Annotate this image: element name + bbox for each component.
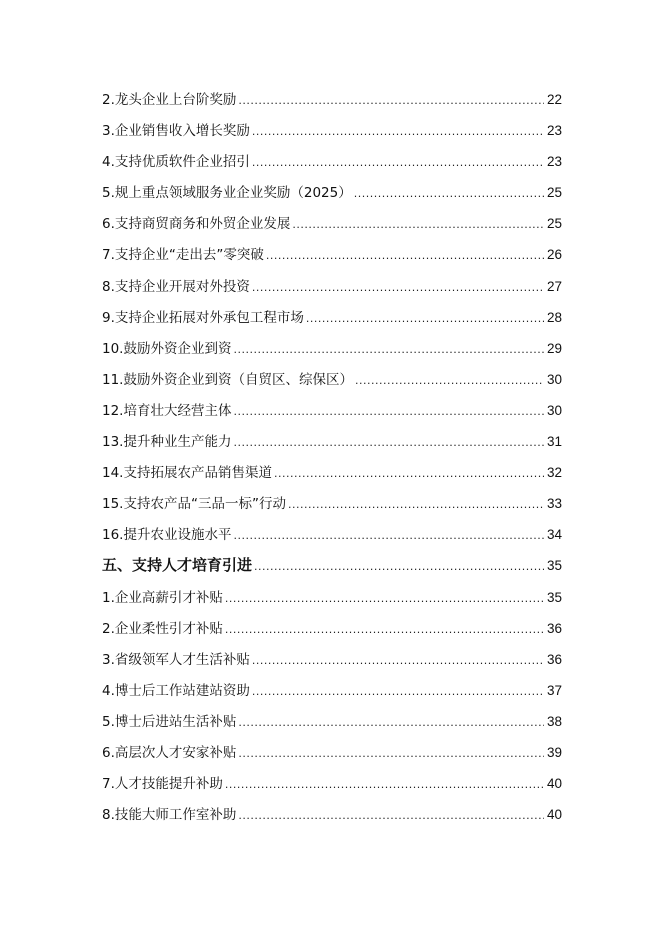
toc-entry-title: 8.技能大师工作室补助 [102, 807, 237, 824]
toc-dot-leader [252, 676, 544, 707]
toc-entry[interactable] [102, 457, 562, 488]
toc-entry[interactable] [102, 271, 562, 302]
toc-page-number: 35 [546, 558, 562, 574]
toc-section-title: 五、支持人才培育引进 [102, 556, 253, 575]
toc-entry-title: 5.博士后进站生活补贴 [102, 713, 237, 730]
toc-entry[interactable] [102, 675, 562, 706]
toc-page-number: 40 [546, 807, 562, 823]
toc-entry[interactable] [102, 799, 562, 830]
toc-entry-title: 6.高层次人才安家补贴 [102, 744, 237, 761]
toc-page-number: 32 [546, 465, 562, 481]
toc-dot-leader [238, 738, 544, 769]
toc-entry[interactable] [102, 239, 562, 270]
toc-page-number: 30 [546, 371, 562, 387]
table-of-contents [102, 84, 562, 830]
toc-entry[interactable] [102, 488, 562, 519]
toc-page-number: 38 [546, 713, 562, 729]
toc-dot-leader [238, 707, 544, 738]
toc-dot-leader [233, 427, 544, 458]
toc-entry-title: 7.支持企业“走出去”零突破 [102, 247, 264, 264]
toc-entry-title: 2.企业柔性引才补贴 [102, 620, 223, 637]
toc-entry[interactable] [102, 208, 562, 239]
toc-dot-leader [254, 551, 544, 582]
toc-entry-title: 3.企业销售收入增长奖励 [102, 123, 250, 140]
toc-section-heading[interactable] [102, 550, 562, 581]
toc-entry[interactable] [102, 582, 562, 613]
toc-entry-title: 12.培育壮大经营主体 [102, 402, 232, 419]
toc-entry[interactable] [102, 84, 562, 115]
toc-entry[interactable] [102, 115, 562, 146]
toc-page-number: 30 [546, 402, 562, 418]
toc-entry[interactable] [102, 519, 562, 550]
toc-entry-title: 6.支持商贸商务和外贸企业发展 [102, 216, 291, 233]
toc-entry-title: 14.支持拓展农产品销售渠道 [102, 465, 272, 482]
toc-page-number: 23 [546, 154, 562, 170]
toc-entry[interactable] [102, 706, 562, 737]
toc-dot-leader [233, 334, 544, 365]
toc-entry-title: 2.龙头企业上台阶奖励 [102, 92, 237, 108]
toc-entry-title: 8.支持企业开展对外投资 [102, 278, 250, 295]
toc-entry-title: 11.鼓励外资企业到资（自贸区、综保区） [102, 371, 353, 388]
toc-entry-title: 13.提升种业生产能力 [102, 434, 232, 451]
toc-dot-leader [238, 85, 544, 116]
toc-page-number: 26 [546, 247, 562, 263]
toc-entry[interactable] [102, 177, 562, 208]
toc-page-number: 39 [546, 744, 562, 760]
toc-page-number: 34 [546, 527, 562, 543]
toc-entry-title: 9.支持企业拓展对外承包工程市场 [102, 309, 304, 326]
toc-page-number: 40 [546, 776, 562, 792]
toc-dot-leader [238, 800, 544, 831]
toc-page-number: 25 [546, 185, 562, 201]
toc-entry-title: 4.博士后工作站建站资助 [102, 682, 250, 699]
toc-entry[interactable] [102, 644, 562, 675]
toc-dot-leader [288, 489, 544, 520]
toc-dot-leader [306, 303, 544, 334]
toc-dot-leader [292, 209, 544, 240]
toc-page-number: 36 [546, 620, 562, 636]
toc-entry[interactable] [102, 364, 562, 395]
toc-page-number: 31 [546, 434, 562, 450]
toc-dot-leader [225, 614, 544, 645]
toc-entry-title: 1.企业高薪引才补贴 [102, 589, 223, 606]
toc-dot-leader [274, 458, 544, 489]
toc-page-number: 27 [546, 278, 562, 294]
toc-page-number: 35 [546, 589, 562, 605]
toc-page-number: 36 [546, 651, 562, 667]
toc-page-number: 28 [546, 309, 562, 325]
toc-page-number: 29 [546, 340, 562, 356]
toc-dot-leader [252, 147, 544, 178]
toc-dot-leader [252, 116, 544, 147]
toc-entry-title: 4.支持优质软件企业招引 [102, 154, 250, 171]
toc-entry-title: 15.支持农产品“三品一标”行动 [102, 496, 286, 513]
toc-page-number: 23 [546, 123, 562, 139]
toc-entry[interactable] [102, 146, 562, 177]
toc-entry-title: 7.人才技能提升补助 [102, 776, 223, 793]
toc-dot-leader [225, 583, 544, 614]
toc-entry[interactable] [102, 426, 562, 457]
toc-entry-title: 5.规上重点领域服务业企业奖励（2025） [102, 185, 352, 202]
toc-entry-title: 10.鼓励外资企业到资 [102, 340, 232, 357]
toc-entry[interactable] [102, 768, 562, 799]
toc-entry[interactable] [102, 613, 562, 644]
toc-dot-leader [252, 645, 544, 676]
toc-dot-leader [233, 396, 544, 427]
toc-page-number: 22 [546, 92, 562, 107]
toc-entry[interactable] [102, 395, 562, 426]
toc-entry[interactable] [102, 333, 562, 364]
toc-entry-title: 3.省级领军人才生活补贴 [102, 651, 250, 668]
toc-page-number: 37 [546, 682, 562, 698]
toc-entry-title: 16.提升农业设施水平 [102, 527, 232, 544]
toc-page-number: 25 [546, 216, 562, 232]
toc-page-number: 33 [546, 496, 562, 512]
toc-dot-leader [225, 769, 544, 800]
toc-entry[interactable] [102, 302, 562, 333]
toc-dot-leader [354, 178, 544, 209]
toc-dot-leader [252, 272, 544, 303]
toc-entry[interactable] [102, 737, 562, 768]
toc-dot-leader [233, 520, 544, 551]
toc-dot-leader [266, 240, 544, 271]
toc-dot-leader [355, 365, 544, 396]
